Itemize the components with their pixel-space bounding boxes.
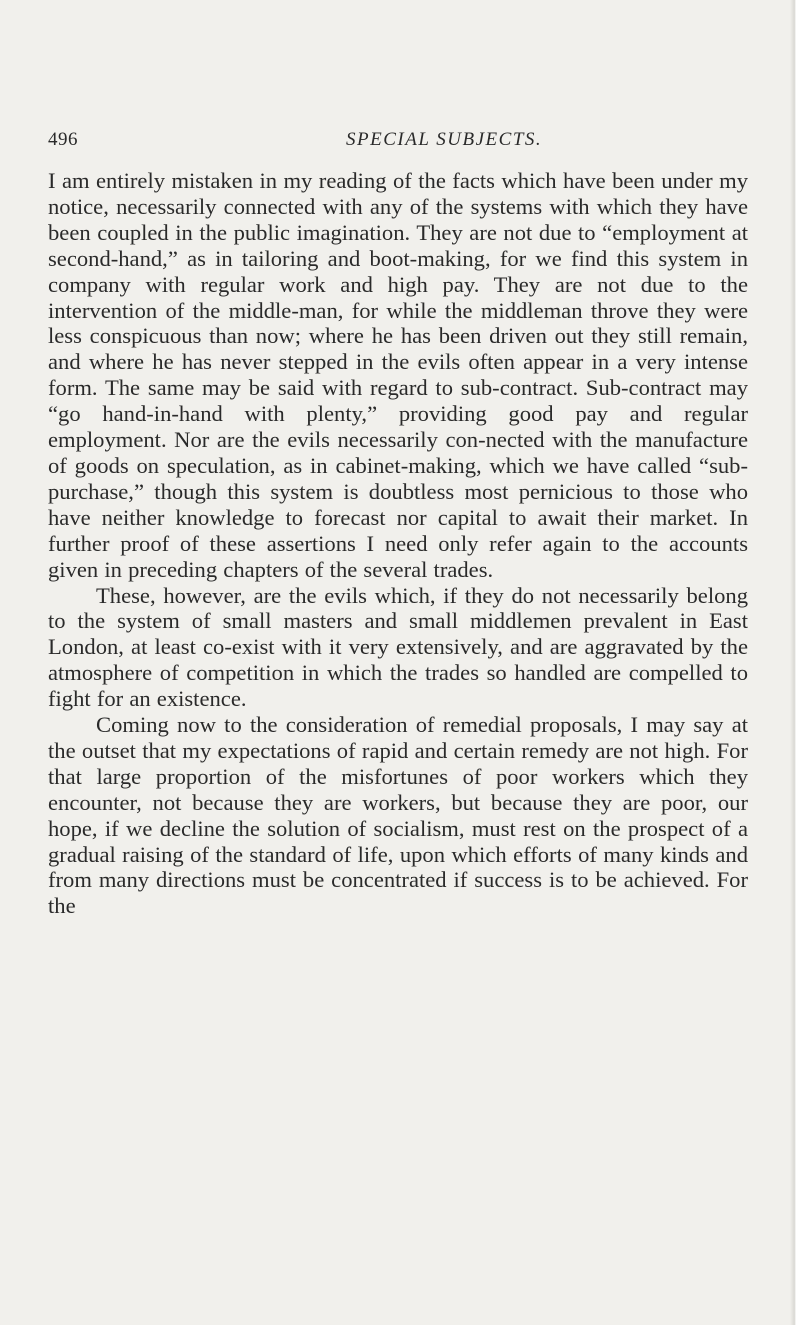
- paragraph-2: These, however, are the evils which, if they do not necessarily belong to the system of small masters and small middlemen prevalent in East London, at least co-exist with it very extensively, and are aggravated by the atmosphere of competition in which the trades so handled are compelled to fight for an existence.: [48, 582, 748, 712]
- page-edge: [790, 0, 800, 1325]
- body-text: [48, 168, 748, 919]
- page-number: 496: [48, 129, 78, 150]
- paragraph-1: I am entirely mistaken in my reading of the facts which have been under my notice, necessarily connected with any of the systems with which they have been coupled in the public imagination. They are not due to “employment at second-hand,” as in tailoring and boot-making, for we find this system in company with regular work and high pay. They are not due to the intervention of the middle-man, for while the middleman throve they were less conspicuous than now; where he has been driven out they still remain, and where he has never stepped in the evils often appear in a very intense form. The same may be said with regard to sub-contract. Sub-contract may “go hand-in-hand with plenty,” providing good pay and regular employment. Nor are the evils necessarily con-nected with the manufacture of goods on speculation, as in cabinet-making, which we have called “sub-purchase,” though this system is doubtless most pernicious to those who have neither knowledge to forecast nor capital to await their market. In further proof of these assertions I need only refer again to the accounts given in preceding chapters of the several trades.: [48, 168, 748, 582]
- running-title: SPECIAL SUBJECTS.: [346, 129, 543, 150]
- paragraph-3: Coming now to the consideration of remedial proposals, I may say at the outset that my expectations of rapid and certain remedy are not high. For that large proportion of the misfortunes of poor workers which they encounter, not because they are workers, but because they are poor, our hope, if we decline the solution of socialism, must rest on the prospect of a gradual raising of the standard of life, upon which efforts of many kinds and from many directions must be concentrated if success is to be achieved. For the: [48, 712, 748, 919]
- running-header: [48, 129, 748, 155]
